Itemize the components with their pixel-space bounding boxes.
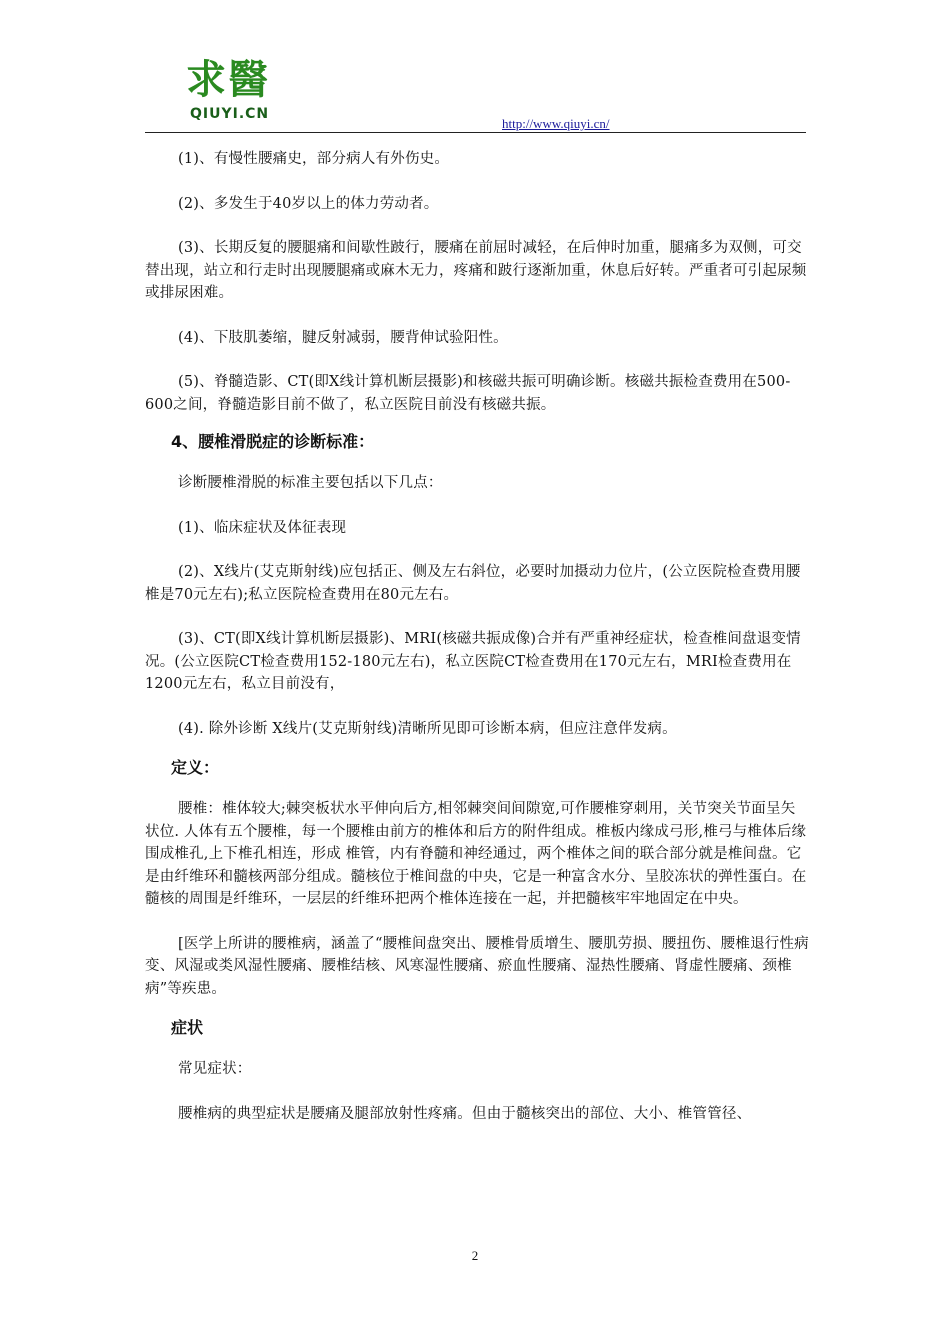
section-heading-symptoms: 症状 xyxy=(171,1018,204,1037)
list2-item-2: (2)、X线片(艾克斯射线)应包括正、侧及左右斜位，必要时加摄动力位片，(公立医院检查费用腰椎是70元左右);私立医院检查费用在80元左右。 xyxy=(145,564,801,603)
list2-item-3: (3)、CT(即X线计算机断层摄影)、MRI(核磁共振成像)合并有严重神经症状，检查椎间盘退变情况。(公立医院CT检查费用152-180元左右)，私立医院CT检查费用在170元左右，MRI检查费用在1200元左右，私立目前没有， xyxy=(145,631,801,692)
list1-item-5: (5)、脊髓造影、CT(即X线计算机断层摄影)和核磁共振可明确诊断。核磁共振检查费用在500-600之间，脊髓造影目前不做了，私立医院目前没有核磁共振。 xyxy=(145,374,791,413)
section4-intro: 诊断腰椎滑脱的标准主要包括以下几点： xyxy=(178,475,443,491)
logo-wordmark: QIUYI.CN xyxy=(190,106,270,122)
section-heading-definition: 定义： xyxy=(171,758,220,777)
list1-item-4: (4)、下肢肌萎缩，腱反射减弱，腰背伸试验阳性。 xyxy=(178,329,508,346)
header-divider xyxy=(145,132,806,133)
list1-item-1: (1)、有慢性腰痛史，部分病人有外伤史。 xyxy=(178,151,450,167)
logo-chinese-mark: 求醫 xyxy=(186,56,270,103)
header-url-link[interactable]: http://www.qiuyi.cn/ xyxy=(502,116,610,131)
page-number: 2 xyxy=(471,1248,479,1263)
list1-item-2: (2)、多发生于40岁以上的体力劳动者。 xyxy=(178,195,439,212)
site-logo xyxy=(186,56,296,132)
definition-para-2: [医学上所讲的腰椎病，涵盖了“腰椎间盘突出、腰椎骨质增生、腰肌劳损、腰扭伤、腰椎退行性病变、风湿或类风湿性腰痛、腰椎结核、风寒湿性腰痛、瘀血性腰痛、湿热性腰痛、肾虚性腰痛、颈椎病”等疾患。 xyxy=(145,935,809,997)
document-body xyxy=(145,140,809,1125)
symptoms-intro: 常见症状： xyxy=(178,1061,252,1077)
definition-para-1: 腰椎：椎体较大;棘突板状水平伸向后方,相邻棘突间间隙宽,可作腰椎穿刺用，关节突关节面呈矢状位. 人体有五个腰椎，每一个腰椎由前方的椎体和后方的附件组成。椎板内缘成弓形,椎弓与椎体后缘围成椎孔,上下椎孔相连，形成 椎管，内有脊髓和神经通过，两个椎体之间的联合部分就是椎间盘。它是由纤维环和髓核两部分组成。髓核位于椎间盘的中央，它是一种富含水分、呈胶冻状的弹性蛋白。在髓核的周围是纤维环，一层层的纤维环把两个椎体连接在一起，并把髓核牢牢地固定在中央。 xyxy=(145,801,807,907)
list1-item-3: (3)、长期反复的腰腿痛和间歇性跛行，腰痛在前屈时减轻，在后伸时加重，腿痛多为双侧，可交替出现，站立和行走时出现腰腿痛或麻木无力，疼痛和跛行逐渐加重，休息后好转。严重者可引起尿频或排尿困难。 xyxy=(145,240,807,301)
list2-item-1: (1)、临床症状及体征表现 xyxy=(178,519,347,536)
section-heading-4: 4、腰椎滑脱症的诊断标准： xyxy=(171,432,375,451)
list2-item-4: (4). 除外诊断 X线片(艾克斯射线)清晰所见即可诊断本病，但应注意伴发病。 xyxy=(178,720,677,737)
symptoms-para: 腰椎病的典型症状是腰痛及腿部放射性疼痛。但由于髓核突出的部位、大小、椎管管径、 xyxy=(178,1105,752,1122)
